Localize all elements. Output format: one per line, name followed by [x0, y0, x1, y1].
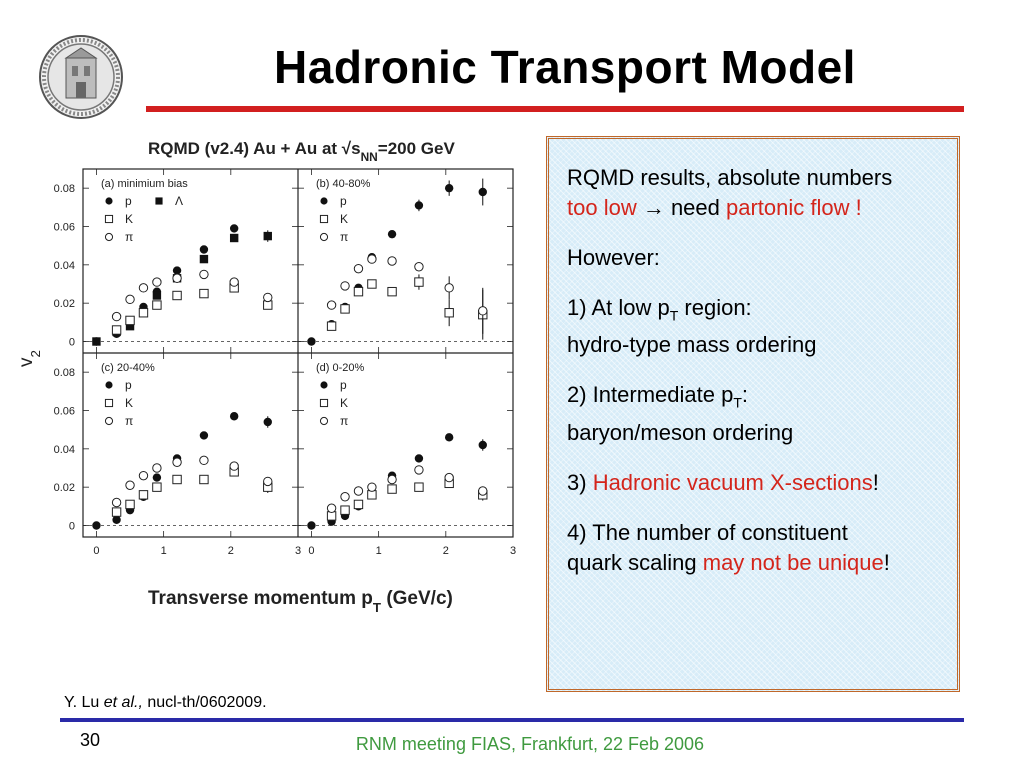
intermediate-pt-text: 2) Intermediate p	[567, 382, 734, 408]
footer-text: RNM meeting FIAS, Frankfurt, 22 Feb 2006	[355, 734, 705, 754]
data-point	[445, 284, 453, 292]
data-point	[153, 278, 161, 286]
y-tick-label: 0	[68, 520, 75, 533]
ref-etal: et al.,	[103, 694, 143, 711]
data-point	[126, 500, 134, 508]
data-point	[230, 412, 238, 420]
data-point	[139, 491, 147, 499]
y-tick-label: 0	[68, 336, 75, 349]
summary-box	[546, 136, 960, 692]
legend-marker	[105, 233, 112, 240]
data-point	[264, 293, 272, 301]
not-unique-text: may not be unique	[702, 549, 884, 575]
data-point	[415, 201, 423, 209]
intermediate-pt-sub: T	[733, 394, 742, 411]
data-point	[173, 291, 181, 299]
data-point	[445, 473, 453, 481]
data-point	[327, 512, 335, 520]
page-title: Hadronic Transport Model	[274, 41, 856, 93]
data-point	[368, 483, 376, 491]
data-point	[126, 316, 134, 324]
constituent-text: 4) The number of constituent	[567, 519, 848, 545]
footer-rule	[60, 718, 964, 722]
data-point	[200, 456, 208, 464]
data-point	[173, 274, 181, 282]
series-π	[112, 270, 272, 321]
data-point	[264, 232, 272, 240]
data-point	[264, 418, 272, 426]
y-tick-label: 0.04	[53, 443, 75, 456]
data-point	[354, 500, 362, 508]
panel-label: (b) 40-80%	[316, 178, 371, 190]
data-point	[126, 481, 134, 489]
y-tick-label: 0.06	[53, 405, 75, 418]
series-K	[327, 479, 487, 520]
x-tick-label: 1	[160, 545, 167, 557]
y-tick-label: 0.04	[53, 259, 75, 272]
legend-label: Λ	[175, 194, 184, 208]
hydro-text: hydro-type mass ordering	[567, 332, 817, 358]
panel-d	[298, 353, 516, 557]
legend-label: p	[125, 194, 132, 208]
legend-label: K	[125, 396, 134, 410]
legend-label: π	[340, 230, 349, 244]
data-point	[368, 491, 376, 499]
data-point	[354, 487, 362, 495]
x-tick-label: 0	[93, 545, 100, 557]
y-tick-label: 0.08	[53, 183, 75, 196]
legend-label: p	[340, 378, 347, 392]
y-tick-label: 0.02	[53, 298, 75, 311]
para-quark-scaling	[567, 518, 943, 578]
baryon-meson-text: baryon/meson ordering	[567, 419, 794, 445]
data-point	[327, 322, 335, 330]
panel-label: (a) minimium bias	[101, 178, 188, 190]
data-point	[341, 282, 349, 290]
data-point	[445, 184, 453, 192]
data-point	[200, 245, 208, 253]
data-point	[200, 255, 208, 263]
data-point	[153, 291, 161, 299]
x-tick-label: 0	[308, 545, 315, 557]
legend-marker	[105, 215, 112, 222]
data-point	[153, 301, 161, 309]
legend-label: π	[125, 414, 134, 428]
data-point	[445, 309, 453, 317]
legend-marker	[105, 399, 112, 406]
data-point	[153, 464, 161, 472]
x-tick-label: 2	[227, 545, 234, 557]
data-point	[200, 289, 208, 297]
legend-label: K	[340, 396, 349, 410]
data-point	[230, 224, 238, 232]
data-point	[153, 473, 161, 481]
data-point	[388, 485, 396, 493]
data-point	[415, 278, 423, 286]
data-point	[388, 475, 396, 483]
y-axis-label: $v_2$	[16, 350, 43, 367]
data-point	[388, 230, 396, 238]
data-point	[479, 307, 487, 315]
data-point	[415, 483, 423, 491]
item3-bang: !	[872, 469, 879, 495]
data-point	[445, 433, 453, 441]
data-point	[264, 301, 272, 309]
legend-marker	[155, 197, 162, 204]
title-underline	[146, 106, 964, 112]
item4-bang: !	[883, 549, 890, 575]
v2-figure	[8, 124, 538, 624]
panel-c	[54, 353, 301, 557]
data-point	[479, 188, 487, 196]
para-results	[567, 163, 943, 223]
data-point	[354, 287, 362, 295]
series-K	[327, 274, 487, 339]
data-point	[307, 337, 315, 345]
data-point	[341, 305, 349, 313]
para-intermediate-pt	[567, 380, 943, 447]
data-point	[173, 458, 181, 466]
data-point	[415, 263, 423, 271]
however-text: However:	[567, 245, 660, 270]
series-π	[327, 466, 487, 513]
data-point	[112, 508, 120, 516]
data-point	[368, 280, 376, 288]
series-π	[112, 456, 272, 507]
legend-marker	[105, 417, 112, 424]
legend-marker	[105, 197, 112, 204]
legend-label: π	[125, 230, 134, 244]
x-axis-label: Transverse momentum $p_T$ (GeV/c)	[148, 588, 453, 615]
legend-marker	[320, 417, 327, 424]
series-p	[307, 179, 487, 346]
data-point	[307, 521, 315, 529]
data-point	[112, 498, 120, 506]
data-point	[415, 454, 423, 462]
data-point	[200, 431, 208, 439]
data-point	[230, 234, 238, 242]
ref-arxiv: nucl-th/0602009.	[142, 694, 267, 711]
y-tick-label: 0.06	[53, 221, 75, 234]
y-tick-label: 0.08	[53, 367, 75, 380]
data-point	[139, 471, 147, 479]
legend-marker	[105, 381, 112, 388]
data-point	[230, 462, 238, 470]
low-pt-sub: T	[669, 307, 679, 324]
x-tick-label: 1	[375, 545, 382, 557]
chart-title: RQMD (v2.4) Au + Au at $√s_{NN}=200$ GeV	[148, 139, 455, 164]
legend-marker	[320, 233, 327, 240]
data-point	[388, 287, 396, 295]
data-point	[327, 301, 335, 309]
data-point	[112, 312, 120, 320]
need-text: → need	[636, 195, 726, 220]
data-point	[264, 477, 272, 485]
legend-marker	[320, 197, 327, 204]
panel-label: (d) 0-20%	[316, 362, 365, 374]
hadronic-xsection-text: Hadronic vacuum X-sections	[592, 469, 873, 495]
data-point	[479, 487, 487, 495]
x-tick-label: 3	[509, 545, 517, 557]
legend-marker	[320, 215, 327, 222]
data-point	[354, 264, 362, 272]
ref-author: Y. Lu	[64, 694, 104, 711]
data-point	[92, 337, 100, 345]
series-K	[112, 468, 272, 517]
results-line: RQMD results, absolute numbers	[567, 165, 893, 190]
data-point	[112, 326, 120, 334]
legend-label: π	[340, 414, 349, 428]
panel-b	[298, 169, 513, 353]
data-point	[153, 483, 161, 491]
legend-marker	[320, 399, 327, 406]
data-point	[112, 516, 120, 524]
item3-number: 3)	[567, 469, 593, 495]
reference-citation	[64, 694, 267, 712]
data-point	[92, 521, 100, 529]
low-pt-region: region:	[678, 295, 752, 320]
data-point	[139, 284, 147, 292]
legend-label: K	[125, 212, 134, 226]
intermediate-colon: :	[741, 382, 748, 408]
data-point	[200, 475, 208, 483]
series-π	[327, 255, 487, 334]
legend-label: K	[340, 212, 349, 226]
too-low-text: too low	[567, 195, 637, 220]
panel-a	[54, 169, 298, 353]
x-tick-label: 2	[442, 545, 449, 557]
partonic-flow-text: partonic flow !	[726, 195, 862, 220]
data-point	[388, 257, 396, 265]
para-however	[567, 243, 943, 273]
data-point	[173, 266, 181, 274]
data-point	[341, 506, 349, 514]
legend-marker	[320, 381, 327, 388]
para-low-pt	[567, 293, 943, 360]
y-tick-label: 0.02	[53, 482, 75, 495]
legend-label: p	[125, 378, 132, 392]
data-point	[200, 270, 208, 278]
data-point	[368, 255, 376, 263]
data-point	[139, 309, 147, 317]
data-point	[415, 466, 423, 474]
series-K	[112, 284, 272, 335]
panel-label: (c) 20-40%	[101, 362, 155, 374]
para-xsections	[567, 468, 943, 498]
data-point	[126, 295, 134, 303]
data-point	[327, 504, 335, 512]
data-point	[173, 475, 181, 483]
x-tick-label: 3	[294, 545, 302, 557]
data-point	[341, 493, 349, 501]
low-pt-text: 1) At low p	[567, 295, 670, 320]
legend-label: p	[340, 194, 347, 208]
page-number: 30	[80, 730, 101, 750]
university-seal-icon	[38, 34, 124, 120]
data-point	[230, 278, 238, 286]
data-point	[479, 441, 487, 449]
quark-scaling-text: quark scaling	[567, 549, 703, 575]
